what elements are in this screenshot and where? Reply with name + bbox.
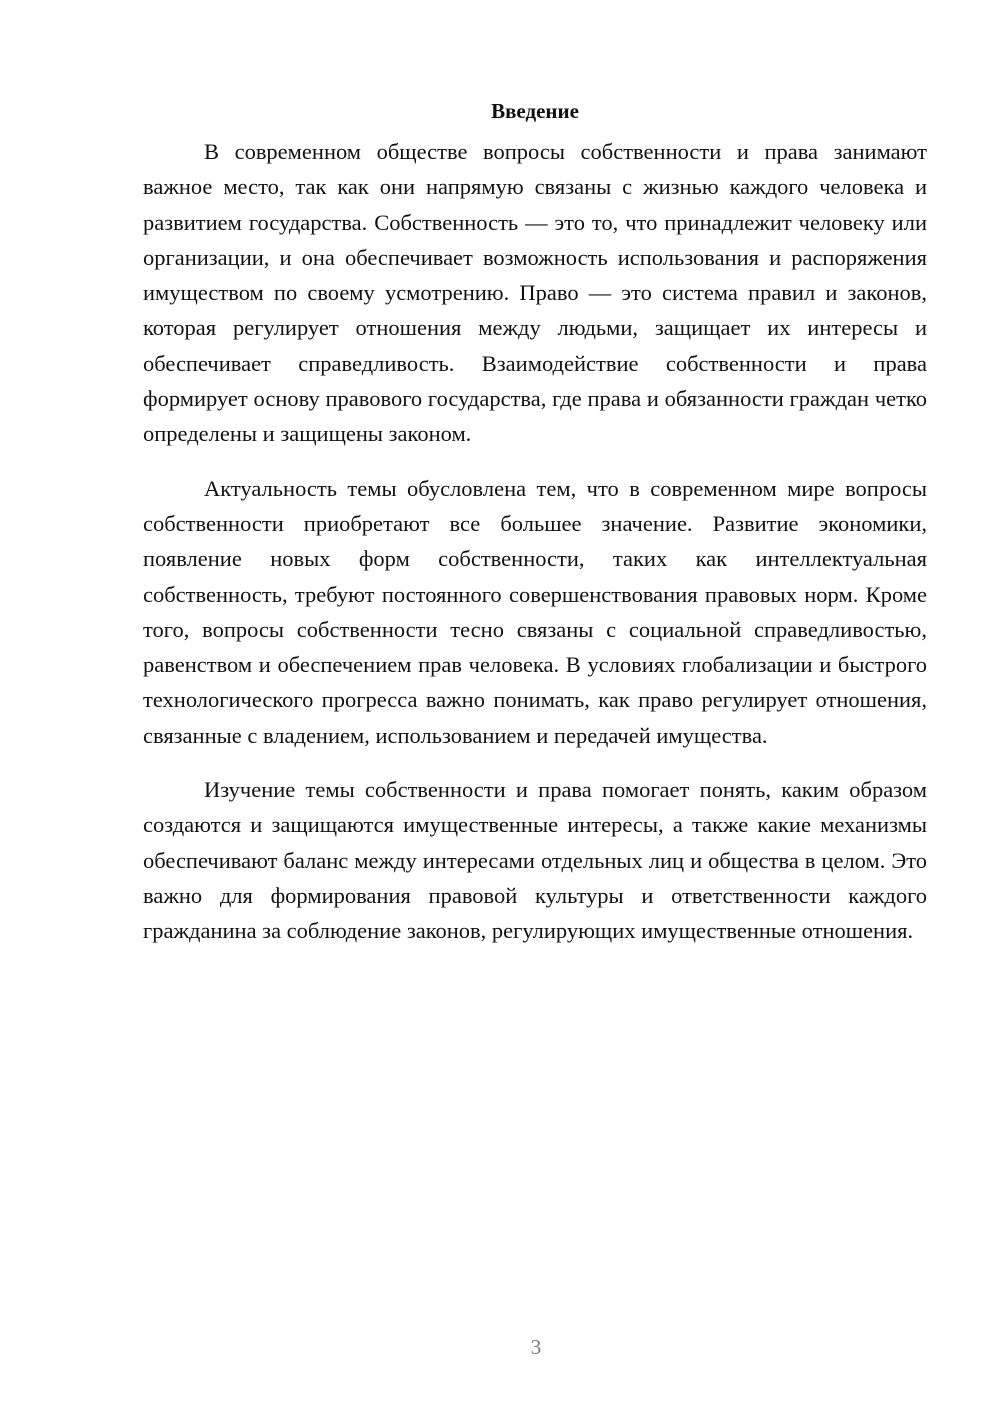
paragraph-1: В современном обществе вопросы собственности и права занимают важное место, так как они напрямую связаны с жизнью каждого человека и развитием государства. Собственность — это то, что принадлежит человеку или организации, и она обеспечивает возможность использования и распоряжения имуществом по своему усмотрению. Право — это система правил и законов, которая регулирует отношения между людьми, защищает их интересы и обеспечивает справедливость. Взаимодействие собственности и права формирует основу правового государства, где права и обязанности граждан четко определены и защищены законом. — [143, 139, 927, 447]
page-number: 3 — [530, 1335, 542, 1359]
paragraph-3: Изучение темы собственности и права помогает понять, каким образом создаются и защищаются имущественные интересы, а также какие механизмы обеспечивают баланс между интересами отдельных лиц и общества в целом. Это важно для формирования правовой культуры и ответственности каждого гражданина за соблюдение законов, регулирующих имущественные отношения. — [143, 777, 927, 944]
paragraph-2: Актуальность темы обусловлена тем, что в современном мире вопросы собственности приобретают все большее значение. Развитие экономики, появление новых форм собственности, таких как интеллектуальная собственность, требуют постоянного совершенствования правовых норм. Кроме того, вопросы собственности тесно связаны с социальной справедливостью, равенством и обеспечением прав человека. В условиях глобализации и быстрого технологического прогресса важно понимать, как право регулирует отношения, связанные с владением, использованием и передачей имущества. — [143, 475, 927, 748]
page-body — [143, 96, 927, 968]
section-heading: Введение — [491, 99, 579, 123]
